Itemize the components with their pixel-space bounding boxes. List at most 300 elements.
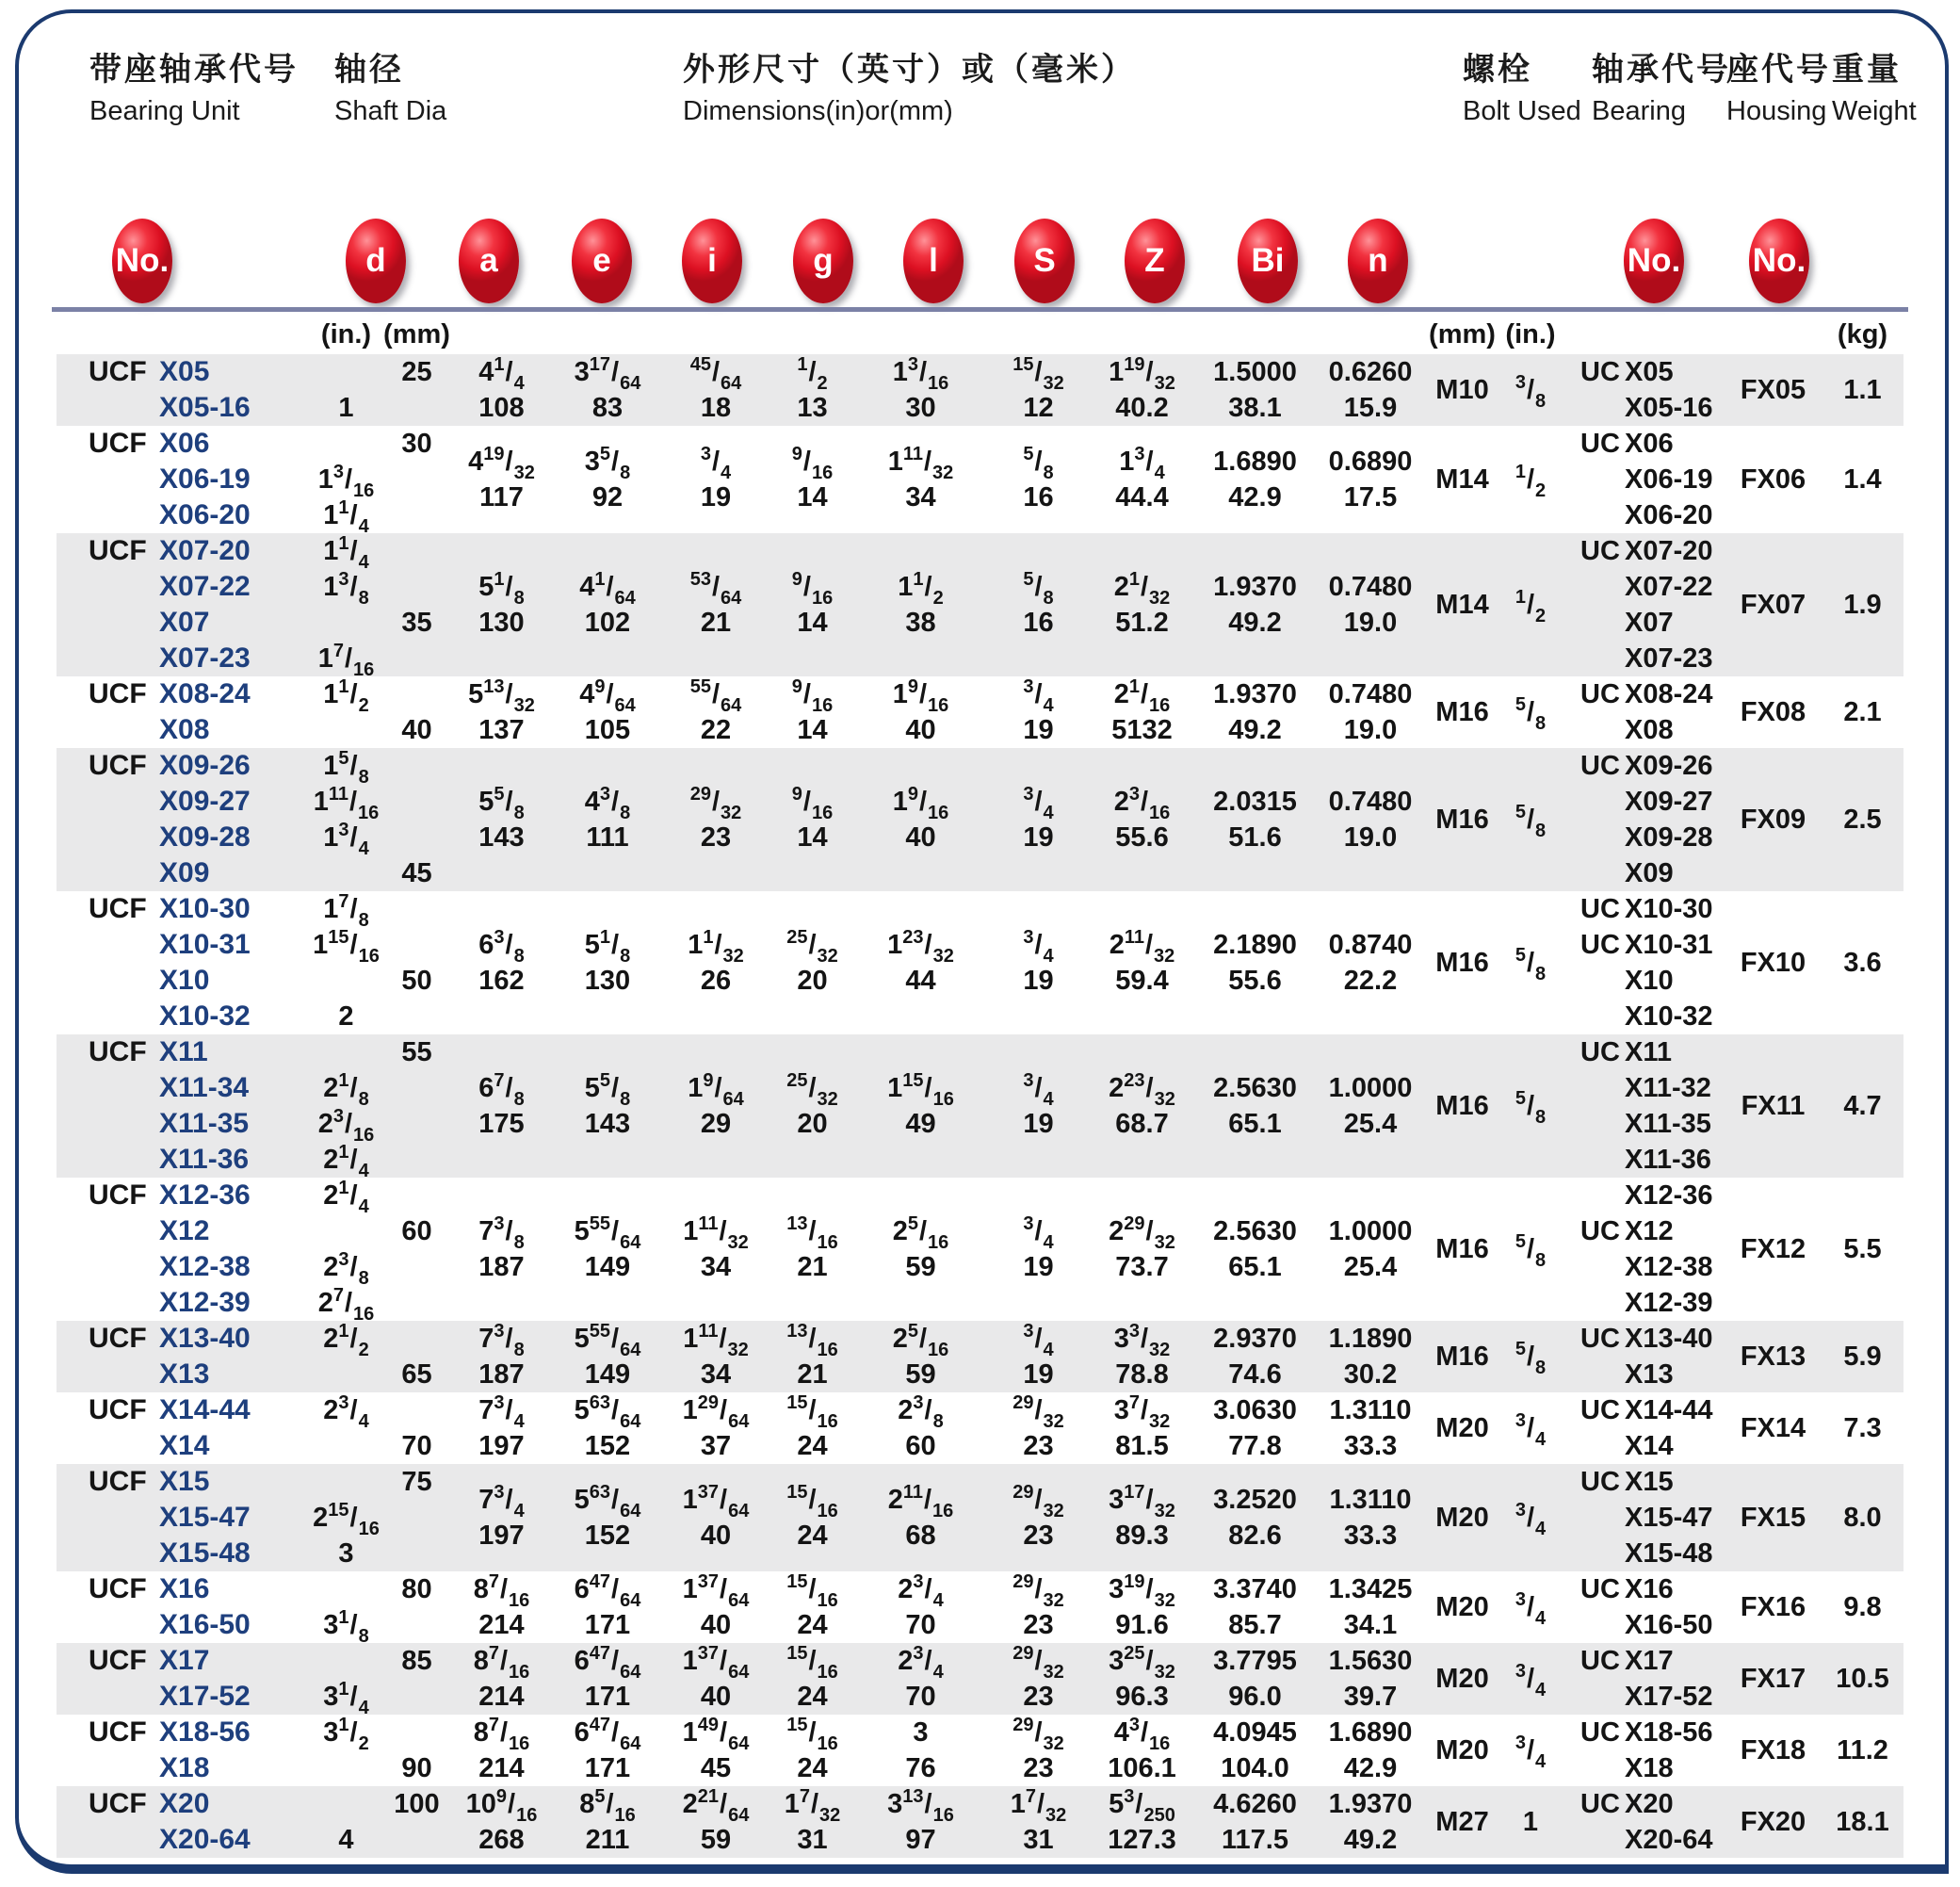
dim-i-inch: $^{45}/_{64}$: [689, 354, 742, 394]
dim-i-mm: 34: [700, 1252, 732, 1282]
shaft-dia-in-value: [311, 1464, 381, 1500]
dim-s-cell: [984, 354, 1093, 426]
table-row-group-x15: [57, 1464, 1903, 1571]
dim-g-mm: 20: [797, 966, 828, 996]
dim-a-cell: [452, 533, 551, 676]
shaft-dia-in-cell: [311, 1464, 381, 1571]
bearing-no-line: [1559, 354, 1724, 390]
dim-i-cell: [664, 1643, 768, 1715]
dim-e-mm: 105: [584, 715, 631, 745]
table-row-group-x05: [57, 354, 1903, 426]
dim-g-inch: $^{25}/_{32}$: [786, 927, 838, 967]
header-bolt-zh: 螺栓: [1463, 52, 1532, 88]
dim-l-inch: $2^5/_{16}$: [892, 1321, 949, 1360]
dim-l-cell: [857, 1786, 984, 1858]
bearing-unit-cell: [57, 1464, 311, 1571]
dim-e-mm: 171: [584, 1610, 631, 1640]
unit-model: X18-56: [159, 1716, 251, 1748]
dim-z-mm: 127.3: [1108, 1825, 1176, 1855]
header-bearing-unit-en: Bearing Unit: [89, 96, 240, 126]
shaft-dia-mm-value: [381, 891, 452, 927]
bolt-size-cell: [1422, 1571, 1502, 1643]
housing-no-value: FX16: [1740, 1592, 1806, 1622]
dim-n-cell: [1319, 1034, 1422, 1178]
dim-z-mm: 40.2: [1115, 393, 1169, 423]
dim-e-cell: [551, 354, 664, 426]
shaft-dia-mm-value: [381, 533, 452, 569]
unit-model: X13-40: [159, 1323, 251, 1354]
unit-model: X18: [159, 1752, 210, 1783]
dim-l-mm: 44: [905, 966, 936, 996]
bearing-model: X07-20: [1625, 536, 1713, 566]
bearing-no-line: [1559, 569, 1724, 605]
dim-g-mm: 13: [797, 393, 828, 423]
dim-g-cell: [768, 1178, 857, 1321]
dim-s-cell: [984, 748, 1093, 891]
bolt-inch-cell: [1502, 676, 1559, 748]
bearing-unit-line: [57, 1070, 311, 1106]
shaft-dia-in-value: [311, 354, 381, 390]
weight-cell: [1822, 1786, 1903, 1858]
bolt-size-cell: [1422, 1034, 1502, 1178]
dim-i-cell: [664, 426, 768, 533]
housing-no-value: FX05: [1740, 375, 1806, 405]
bolt-size-cell: [1422, 1178, 1502, 1321]
dim-e-cell: [551, 891, 664, 1034]
bearing-unit-line: [57, 1321, 311, 1357]
table-row-group-x09-26: [57, 748, 1903, 891]
dim-s-inch: $^3/_4$: [1023, 1070, 1054, 1110]
table-row-group-x08-24: [57, 676, 1903, 748]
dim-e-inch: $4^9/_{64}$: [579, 676, 636, 716]
weight-value: 5.9: [1843, 1342, 1882, 1372]
bearing-unit-line: [57, 999, 311, 1034]
dim-z-cell: [1093, 1715, 1191, 1786]
shaft-dia-mm-value: [381, 1178, 452, 1213]
bearing-unit-line: [57, 712, 311, 748]
bolt-size-value: M16: [1435, 1234, 1489, 1264]
dim-bi-cell: [1191, 1786, 1319, 1858]
header-bearing-en: Bearing: [1592, 96, 1686, 126]
dim-i-mm: 22: [700, 715, 732, 745]
dim-g-mm: 14: [797, 482, 828, 512]
dim-i-inch: $1^{49}/_{64}$: [682, 1715, 750, 1754]
dim-bi-cell: [1191, 676, 1319, 748]
weight-cell: [1822, 1178, 1903, 1321]
dim-a-cell: [452, 1321, 551, 1392]
header-housing-zh: 座代号: [1726, 52, 1831, 88]
bearing-unit-line: [57, 784, 311, 820]
bolt-size-value: M16: [1435, 697, 1489, 727]
dim-s-mm: 31: [1023, 1825, 1054, 1855]
bearing-unit-line: [57, 1643, 311, 1679]
dim-z-inch: $3^{19}/_{32}$: [1109, 1571, 1175, 1611]
bolt-size-cell: [1422, 354, 1502, 426]
shaft-dia-in-value: [311, 1750, 381, 1786]
dim-e-inch: $4^3/_8$: [584, 784, 631, 823]
column-badge-no-12: No.: [1749, 219, 1809, 303]
bearing-no-line: [1559, 1321, 1724, 1357]
bearing-no-line: [1559, 999, 1724, 1034]
dim-l-inch: $1^{15}/_{16}$: [887, 1070, 954, 1110]
dim-a-inch: $7^3/_4$: [478, 1482, 525, 1521]
bearing-model: X11-35: [1625, 1109, 1711, 1139]
dim-g-inch: $^{15}/_{16}$: [786, 1392, 838, 1432]
dim-g-inch: $^{15}/_{16}$: [786, 1571, 838, 1611]
bearing-prefix: UC: [1580, 751, 1620, 781]
dim-bi-inch: 1.5000: [1213, 357, 1297, 387]
dim-s-mm: 16: [1023, 608, 1054, 638]
dim-i-mm: 45: [700, 1753, 732, 1783]
bolt-size-value: M27: [1435, 1807, 1489, 1837]
shaft-dia-in-value: [311, 1213, 381, 1249]
dim-z-mm: 51.2: [1115, 608, 1169, 638]
dim-bi-inch: 1.9370: [1213, 572, 1297, 602]
bearing-no-line: [1559, 1213, 1724, 1249]
dim-n-inch: 1.6890: [1328, 1717, 1413, 1748]
unit-label-d-mm: (mm): [383, 319, 450, 350]
bearing-prefix: UC: [1580, 429, 1620, 459]
shaft-dia-in-value: [311, 712, 381, 748]
dim-bi-mm: 51.6: [1228, 822, 1282, 853]
unit-model: X11-35: [159, 1108, 250, 1139]
bearing-no-line: [1559, 1464, 1724, 1500]
shaft-dia-in-value: [311, 1643, 381, 1679]
dim-n-inch: 0.7480: [1328, 679, 1413, 709]
dim-l-mm: 59: [905, 1252, 936, 1282]
bearing-prefix: UC: [1580, 1216, 1620, 1246]
bearing-unit-cell: [57, 1178, 311, 1321]
bearing-model: X09: [1625, 858, 1674, 888]
housing-no-cell: [1724, 1786, 1822, 1858]
bearing-model: X07: [1625, 608, 1674, 638]
shaft-dia-in-cell: [311, 1178, 381, 1325]
shaft-dia-mm-cell: [381, 1034, 452, 1178]
dim-n-mm: 30.2: [1343, 1359, 1398, 1390]
dim-i-cell: [664, 748, 768, 891]
bolt-inch-cell: [1502, 1178, 1559, 1321]
dim-n-mm: 33.3: [1343, 1431, 1398, 1461]
column-badge-no-0: No.: [112, 219, 172, 303]
bearing-no-line: [1559, 641, 1724, 676]
dim-e-mm: 171: [584, 1682, 631, 1712]
dim-e-inch: $4^1/_{64}$: [579, 569, 636, 609]
bolt-size-cell: [1422, 426, 1502, 533]
dim-a-mm: 214: [478, 1753, 525, 1783]
bearing-model: X07-22: [1625, 572, 1713, 602]
shaft-dia-in-value: $1^1/_4$: [323, 533, 369, 573]
dim-i-cell: [664, 354, 768, 426]
weight-cell: [1822, 1464, 1903, 1571]
bearing-unit-cell: [57, 1786, 311, 1858]
dim-l-mm: 68: [905, 1521, 936, 1551]
shaft-dia-mm-value: [381, 1607, 452, 1643]
weight-cell: [1822, 1571, 1903, 1643]
housing-no-cell: [1724, 354, 1822, 426]
dim-l-cell: [857, 1392, 984, 1464]
bearing-no-cell: [1559, 1034, 1724, 1178]
dim-g-cell: [768, 676, 857, 748]
dim-e-inch: $5^{55}/_{64}$: [574, 1213, 641, 1253]
dim-a-mm: 197: [478, 1431, 525, 1461]
bearing-model: X09-28: [1625, 822, 1713, 853]
column-badge-d-1: d: [346, 219, 406, 303]
dim-z-inch: $2^{23}/_{32}$: [1109, 1070, 1175, 1110]
bearing-model: X06-19: [1625, 464, 1713, 495]
header-shaft-dia: [334, 43, 446, 127]
dim-n-cell: [1319, 891, 1422, 1034]
weight-value: 18.1: [1836, 1807, 1889, 1837]
dim-g-inch: $^9/_{16}$: [791, 444, 834, 483]
bearing-no-cell: [1559, 1715, 1724, 1786]
dim-n-cell: [1319, 1715, 1422, 1786]
bearing-no-line: [1559, 1679, 1724, 1715]
bearing-no-line: [1559, 1607, 1724, 1643]
dim-s-cell: [984, 1786, 1093, 1858]
bearing-no-line: [1559, 1536, 1724, 1571]
dim-l-inch: $3^{13}/_{16}$: [887, 1786, 954, 1826]
shaft-dia-in-value: $2^7/_{16}$: [317, 1285, 375, 1325]
shaft-dia-mm-value: [381, 748, 452, 784]
dim-e-cell: [551, 676, 664, 748]
unit-model: X07-20: [159, 535, 251, 566]
unit-prefix: UCF: [89, 893, 147, 924]
bearing-unit-line: [57, 533, 311, 569]
dim-a-cell: [452, 1034, 551, 1178]
dim-n-mm: 19.0: [1343, 608, 1398, 638]
bearing-no-cell: [1559, 1178, 1724, 1321]
dim-bi-inch: 2.0315: [1213, 787, 1297, 817]
dim-s-inch: $1^7/_{32}$: [1010, 1786, 1067, 1826]
dim-e-mm: 171: [584, 1753, 631, 1783]
shaft-dia-in-value: $1^{11}/_{16}$: [313, 784, 380, 823]
unit-prefix: UCF: [89, 1645, 147, 1676]
unit-model: X15: [159, 1466, 210, 1497]
bearing-no-line: [1559, 426, 1724, 462]
housing-no-value: FX15: [1740, 1503, 1806, 1533]
column-badge-s-7: S: [1014, 219, 1075, 303]
bolt-inch-cell: [1502, 426, 1559, 533]
bearing-unit-cell: [57, 1643, 311, 1715]
dim-z-cell: [1093, 676, 1191, 748]
dim-i-inch: $1^{29}/_{64}$: [682, 1392, 750, 1432]
bearing-model: X10-32: [1625, 1001, 1713, 1032]
weight-cell: [1822, 533, 1903, 676]
bearing-no-line: [1559, 1285, 1724, 1321]
dim-bi-mm: 55.6: [1228, 966, 1282, 996]
column-badge-n-10: n: [1348, 219, 1408, 303]
bolt-size-value: M16: [1435, 1091, 1489, 1121]
dim-g-cell: [768, 1715, 857, 1786]
weight-value: 1.9: [1843, 590, 1882, 620]
bearing-no-line: [1559, 1643, 1724, 1679]
dim-s-inch: $^{29}/_{32}$: [1012, 1571, 1064, 1611]
weight-value: 3.6: [1843, 948, 1882, 978]
dim-g-mm: 14: [797, 608, 828, 638]
dim-i-inch: $^{53}/_{64}$: [689, 569, 742, 609]
dim-a-mm: 187: [478, 1252, 525, 1282]
column-badge-i-4: i: [682, 219, 742, 303]
table-row-group-x16: [57, 1571, 1903, 1647]
bearing-unit-line: [57, 1249, 311, 1285]
dim-z-inch: $5^3/_{250}$: [1109, 1786, 1175, 1826]
header-dimensions: [683, 43, 1136, 127]
dim-n-inch: 0.7480: [1328, 787, 1413, 817]
dim-bi-mm: 104.0: [1221, 1753, 1289, 1783]
dim-bi-cell: [1191, 426, 1319, 533]
dim-bi-cell: [1191, 1392, 1319, 1464]
dim-z-mm: 78.8: [1115, 1359, 1169, 1390]
bearing-no-line: [1559, 1357, 1724, 1392]
shaft-dia-mm-value: [381, 1106, 452, 1142]
housing-no-value: FX20: [1740, 1807, 1806, 1837]
table-row-group-x12-36: [57, 1178, 1903, 1325]
unit-model: X17: [159, 1645, 210, 1676]
shaft-dia-in-value: $3^1/_4$: [323, 1679, 369, 1718]
weight-value: 2.5: [1843, 805, 1882, 835]
dim-i-inch: $1^1/_{32}$: [688, 927, 744, 967]
dim-e-inch: $3^5/_8$: [584, 444, 631, 483]
dim-a-cell: [452, 1786, 551, 1858]
dim-i-cell: [664, 676, 768, 748]
bearing-model: X13-40: [1625, 1324, 1713, 1354]
unit-label-bolt-in: (in.): [1505, 319, 1556, 350]
unit-model: X11-36: [159, 1144, 250, 1175]
bolt-inch-cell: [1502, 354, 1559, 426]
shaft-dia-in-value: [311, 605, 381, 641]
dim-a-cell: [452, 1643, 551, 1715]
shaft-dia-mm-cell: [381, 1464, 452, 1571]
dim-g-cell: [768, 748, 857, 891]
dim-bi-mm: 96.0: [1228, 1682, 1282, 1712]
dim-i-inch: $2^{21}/_{64}$: [682, 1786, 750, 1826]
shaft-dia-mm-cell: [381, 676, 452, 748]
dim-g-mm: 21: [797, 1359, 828, 1390]
bearing-unit-line: [57, 1428, 311, 1464]
bolt-inch-value: $^5/_8$: [1515, 1339, 1547, 1378]
dim-e-cell: [551, 1786, 664, 1858]
dim-l-mm: 40: [905, 822, 936, 853]
housing-no-value: FX11: [1741, 1091, 1806, 1121]
unit-model: X16-50: [159, 1609, 251, 1640]
dim-g-cell: [768, 354, 857, 426]
shaft-dia-mm-value: [381, 784, 452, 820]
dim-s-cell: [984, 426, 1093, 533]
shaft-dia-in-value: [311, 963, 381, 999]
dim-n-mm: 34.1: [1343, 1610, 1398, 1640]
dim-bi-inch: 3.3740: [1213, 1574, 1297, 1604]
bearing-model: X20: [1625, 1789, 1674, 1819]
dim-g-inch: $^9/_{16}$: [791, 784, 834, 823]
housing-no-value: FX13: [1740, 1342, 1806, 1372]
weight-cell: [1822, 748, 1903, 891]
bolt-size-value: M20: [1435, 1664, 1489, 1694]
housing-no-cell: [1724, 676, 1822, 748]
dim-n-inch: 0.6260: [1328, 357, 1413, 387]
dim-z-inch: $1^{19}/_{32}$: [1109, 354, 1175, 394]
dim-n-cell: [1319, 1392, 1422, 1464]
dim-z-cell: [1093, 1571, 1191, 1643]
bearing-unit-line: [57, 927, 311, 963]
dim-i-cell: [664, 1786, 768, 1858]
dim-n-mm: 19.0: [1343, 715, 1398, 745]
dim-n-cell: [1319, 1571, 1422, 1643]
bearing-model: X08-24: [1625, 679, 1713, 709]
bolt-size-value: M14: [1435, 590, 1489, 620]
bearing-no-line: [1559, 927, 1724, 963]
table-row-group-x14-44: [57, 1392, 1903, 1464]
unit-model: X08-24: [159, 678, 251, 709]
bearing-unit-line: [57, 1750, 311, 1786]
dim-bi-cell: [1191, 533, 1319, 676]
dim-l-inch: $1^9/_{16}$: [892, 784, 949, 823]
dim-bi-inch: 3.2520: [1213, 1485, 1297, 1515]
column-badge-bi-9: Bi: [1238, 219, 1298, 303]
dim-e-inch: $5^{55}/_{64}$: [574, 1321, 641, 1360]
unit-prefix: UCF: [89, 750, 147, 781]
bolt-size-cell: [1422, 891, 1502, 1034]
dim-a-inch: $8^7/_{16}$: [473, 1643, 530, 1683]
dim-i-mm: 23: [700, 822, 732, 853]
dim-z-mm: 5132: [1111, 715, 1173, 745]
dim-z-cell: [1093, 1464, 1191, 1571]
shaft-dia-mm-value: [381, 1070, 452, 1106]
header-dimensions-en: Dimensions(in)or(mm): [683, 96, 953, 126]
bolt-inch-cell: [1502, 1786, 1559, 1858]
shaft-dia-in-value: [311, 1428, 381, 1464]
header-weight: [1832, 43, 1917, 127]
dim-a-mm: 214: [478, 1682, 525, 1712]
header-housing: [1726, 43, 1831, 127]
bolt-inch-value: $^3/_4$: [1515, 1410, 1547, 1450]
dim-a-inch: $8^7/_{16}$: [473, 1571, 530, 1611]
bearing-unit-line: [57, 855, 311, 891]
bearing-no-line: [1559, 1786, 1724, 1822]
dim-bi-mm: 49.2: [1228, 608, 1282, 638]
housing-no-cell: [1724, 748, 1822, 891]
dim-l-mm: 40: [905, 715, 936, 745]
shaft-dia-in-value: $1^5/_8$: [323, 748, 369, 788]
dim-bi-cell: [1191, 1571, 1319, 1643]
bearing-no-line: [1559, 1428, 1724, 1464]
bearing-unit-cell: [57, 1321, 311, 1392]
dim-bi-cell: [1191, 1643, 1319, 1715]
unit-prefix: UCF: [89, 1716, 147, 1748]
weight-cell: [1822, 1715, 1903, 1786]
dim-z-mm: 91.6: [1115, 1610, 1169, 1640]
bolt-inch-cell: [1502, 1643, 1559, 1715]
shaft-dia-in-value: $2^1/_4$: [323, 1178, 369, 1217]
weight-value: 5.5: [1843, 1234, 1882, 1264]
dim-e-cell: [551, 533, 664, 676]
dim-a-inch: $5^1/_8$: [478, 569, 525, 609]
dim-z-inch: $3^{17}/_{32}$: [1109, 1482, 1175, 1521]
dim-z-inch: $2^{11}/_{32}$: [1109, 927, 1175, 967]
header-weight-en: Weight: [1832, 96, 1917, 126]
bearing-model: X07-23: [1625, 643, 1713, 674]
dim-a-mm: 197: [478, 1521, 525, 1551]
housing-no-value: FX14: [1740, 1413, 1806, 1443]
dim-n-inch: 1.0000: [1328, 1216, 1413, 1246]
shaft-dia-in-cell: [311, 533, 381, 680]
dim-a-inch: $7^3/_4$: [478, 1392, 525, 1432]
unit-model: X13: [159, 1358, 210, 1390]
bearing-unit-cell: [57, 676, 311, 748]
bearing-unit-line: [57, 569, 311, 605]
shaft-dia-in-cell: [311, 426, 381, 537]
dim-n-cell: [1319, 676, 1422, 748]
bolt-size-cell: [1422, 1643, 1502, 1715]
